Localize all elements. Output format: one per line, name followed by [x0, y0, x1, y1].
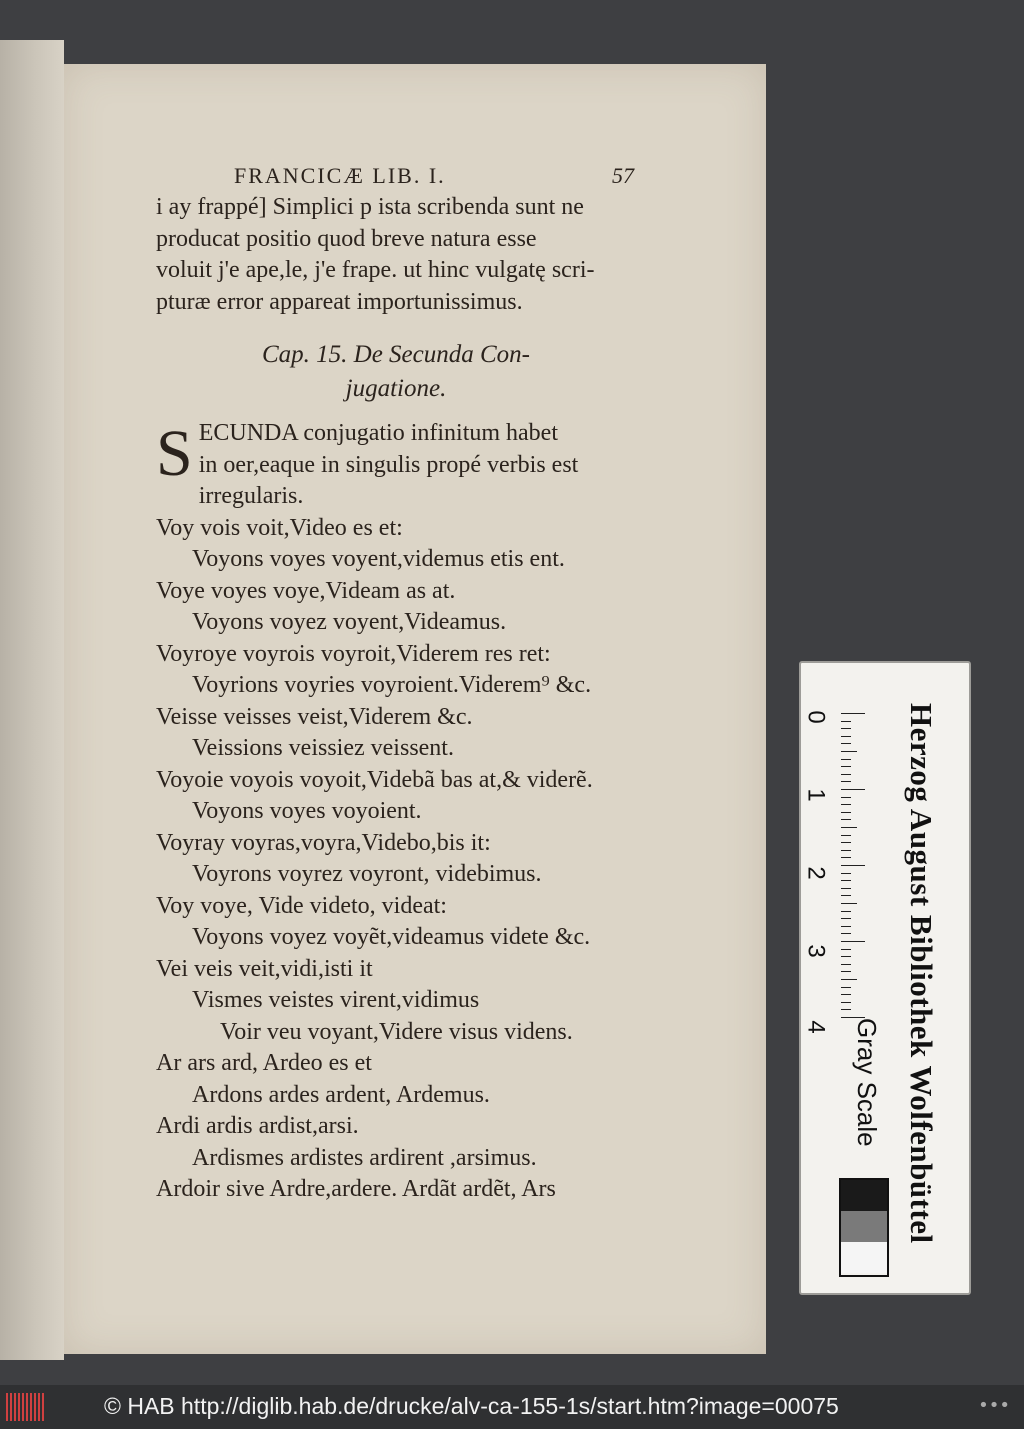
conjugation-line: Vismes veistes virent,vidimus — [192, 987, 480, 1013]
drop-cap: S — [156, 417, 193, 490]
ruler-tick — [841, 804, 851, 805]
ruler-tick — [841, 835, 851, 836]
ruler-tick — [841, 774, 851, 775]
barcode-bar — [22, 1393, 24, 1421]
footer-bar — [0, 1385, 1024, 1429]
gray-swatch — [841, 1242, 887, 1273]
ruler-tick — [841, 903, 857, 904]
ruler-tick — [841, 819, 851, 820]
conjugation-line: Voyons voyes voyoient. — [192, 798, 422, 824]
ruler-tick — [841, 949, 851, 950]
gray-scale-label: Gray Scale — [852, 1018, 882, 1147]
ruler-tick — [841, 789, 865, 790]
heading-line: Cap. 15. De Secunda Con- — [261, 341, 531, 368]
conjugation-line: Voyons voyez voyẽt,videamus videte &c. — [192, 924, 591, 950]
ruler-tick — [841, 728, 851, 729]
ruler-number: 2 — [802, 866, 830, 880]
conjugation-line: Veissions veissiez veissent. — [192, 735, 454, 761]
ruler-tick — [841, 766, 851, 767]
ruler-tick — [841, 736, 851, 737]
ruler-tick — [841, 721, 851, 722]
barcode-bar — [6, 1393, 8, 1421]
ruler-tick — [841, 873, 851, 874]
ruler-tick — [841, 956, 851, 957]
conjugation-line: Ar ars ard, Ardeo es et — [156, 1050, 372, 1076]
ruler-tick — [841, 842, 851, 843]
ruler-tick — [841, 865, 865, 866]
ruler-tick — [841, 751, 857, 752]
conjugation-line: Voyons voyez voyent,Videamus. — [192, 609, 507, 635]
ruler-number: 4 — [802, 1020, 830, 1034]
ruler-tick — [841, 743, 851, 744]
conjugation-line: Voyons voyes voyent,videmus etis ent. — [192, 546, 565, 572]
conjugation-line: Voy voye, Vide videto, videat: — [156, 892, 447, 919]
text-line: in oer,eaque in singulis propé verbis est — [198, 451, 579, 478]
text-line: ECUNDA conjugatio infinitum habet — [198, 420, 559, 446]
running-header — [234, 160, 636, 192]
conjugation-line: Voyrons voyrez voyront, videbimus. — [192, 861, 542, 887]
citation-url[interactable]: © HAB http://diglib.hab.de/drucke/alv-ca-155-1s/start.htm?image=00075 — [104, 1393, 839, 1419]
barcode-bar — [10, 1393, 12, 1421]
ruler-tick — [841, 1009, 851, 1010]
ruler-number: 1 — [802, 788, 830, 802]
adjacent-page-edge — [0, 40, 64, 1360]
ruler-tick — [841, 926, 851, 927]
barcode-bar — [34, 1393, 36, 1421]
conjugation-line: Ardons ardes ardent, Ardemus. — [192, 1081, 490, 1108]
ruler-tick — [841, 971, 851, 972]
ruler-tick — [841, 857, 851, 858]
text-line: pturæ error appareat importunissimus. — [156, 288, 523, 315]
page-text — [156, 160, 636, 1206]
barcode-bar — [30, 1393, 32, 1421]
ruler-tick — [841, 918, 851, 919]
ruler-tick — [841, 911, 851, 912]
header-title: FRANCICÆ LIB. I. — [234, 163, 446, 188]
conjugation-line: Voyrions voyries voyroient.Viderem⁹ &c. — [192, 672, 592, 698]
gray-swatches — [839, 1178, 889, 1277]
ruler-tick — [841, 797, 851, 798]
ruler-number: 0 — [802, 710, 830, 724]
ruler-tick — [841, 827, 857, 828]
conjugation-line: Voyroye voyrois voyroit,Viderem res ret: — [156, 640, 551, 667]
conjugation-line: Voy vois voit,Video es et: — [156, 514, 403, 541]
conjugation-line: Voyray voyras,voyra,Videbo,bis it: — [156, 829, 491, 856]
chapter-heading — [156, 338, 636, 406]
ruler-tick — [841, 895, 851, 896]
ruler-ticks — [841, 713, 865, 1013]
conjugation-line: Ardismes ardistes ardirent ,arsimus. — [192, 1144, 537, 1171]
chapter-paragraph — [156, 418, 636, 513]
ruler-tick — [841, 933, 851, 934]
barcode-icon — [6, 1393, 46, 1421]
ruler-tick — [841, 964, 851, 965]
text-line: producat positio quod breve natura esse — [156, 225, 537, 252]
ruler-tick — [841, 781, 851, 782]
ruler-tick — [841, 713, 865, 714]
barcode-bar — [38, 1393, 40, 1421]
conjugation-line: Ardoir sive Ardre,ardere. Ardãt ardẽt, Ars — [156, 1176, 556, 1202]
ruler-number: 3 — [802, 944, 830, 958]
institution-name: Herzog August Bibliothek Wolfenbüttel — [904, 703, 939, 1244]
text-line: voluit j'e ape,le, j'e frape. ut hinc vulgatę scri- — [156, 257, 595, 283]
intro-block — [156, 192, 636, 318]
heading-line: jugatione. — [345, 375, 447, 402]
ruler-tick — [841, 888, 851, 889]
ruler-tick — [841, 941, 865, 942]
more-icon[interactable]: ••• — [978, 1395, 1010, 1416]
conjugation-table — [156, 513, 636, 1206]
ruler-tick — [841, 979, 857, 980]
ruler-tick — [841, 994, 851, 995]
conjugation-line: Voir veu voyant,Videre visus videns. — [220, 1018, 573, 1045]
book-page — [64, 64, 766, 1354]
page-number: 57 — [612, 163, 634, 188]
conjugation-line: Veisse veisses veist,Viderem &c. — [156, 703, 473, 730]
barcode-bar — [42, 1393, 44, 1421]
conjugation-line: Ardi ardis ardist,arsi. — [156, 1113, 359, 1139]
barcode-bar — [26, 1393, 28, 1421]
text-line: i ay frappé] Simplici p ista scribenda sunt ne — [156, 194, 584, 220]
gray-swatch — [841, 1180, 887, 1211]
gray-swatch — [841, 1211, 887, 1242]
ruler-tick — [841, 1002, 851, 1003]
conjugation-line: Voye voyes voye,Videam as at. — [156, 577, 456, 604]
barcode-bar — [14, 1393, 16, 1421]
scale-ruler — [799, 661, 971, 1295]
barcode-bar — [18, 1393, 20, 1421]
conjugation-line: Vei veis veit,vidi,isti it — [156, 955, 373, 982]
text-line: irregularis. — [198, 483, 304, 509]
conjugation-line: Voyoie voyois voyoit,Videbã bas at,& viderẽ. — [156, 766, 593, 793]
ruler-tick — [841, 812, 851, 813]
ruler-tick — [841, 850, 851, 851]
ruler-tick — [841, 987, 851, 988]
ruler-tick — [841, 880, 851, 881]
ruler-tick — [841, 759, 851, 760]
